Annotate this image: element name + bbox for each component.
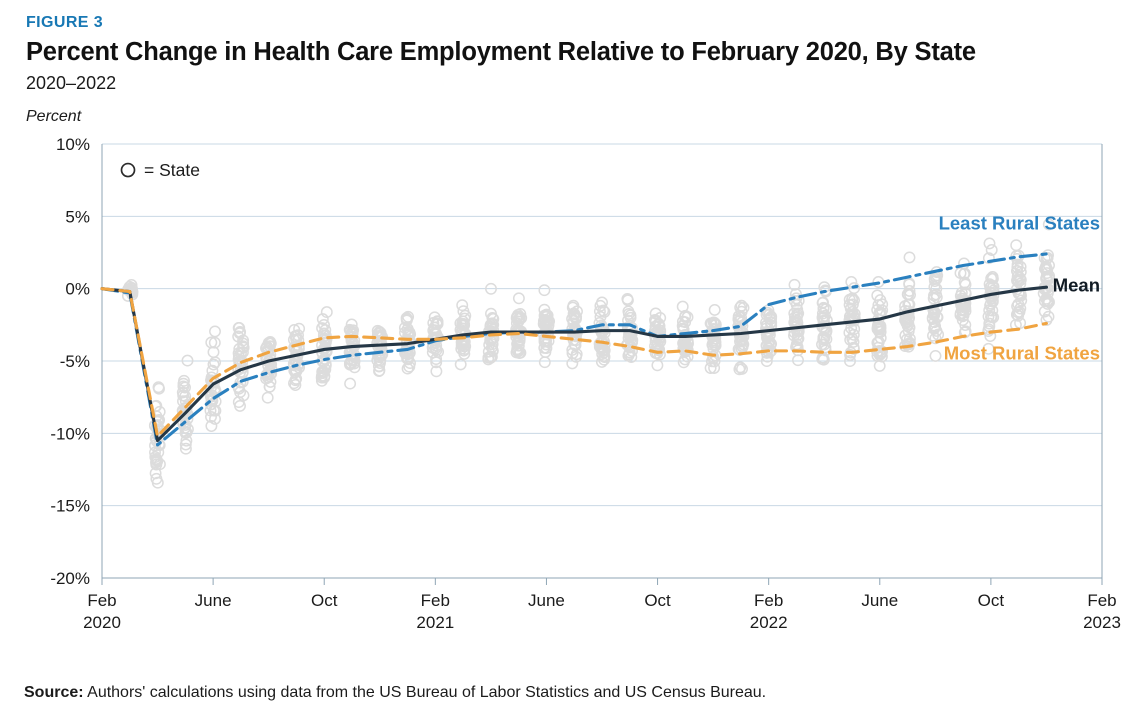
- x-tick-label: Feb: [1087, 591, 1117, 610]
- figure-subtitle: 2020–2022: [26, 73, 117, 93]
- x-tick-year-label: 2020: [83, 613, 121, 632]
- x-tick-label: Oct: [310, 591, 338, 610]
- x-tick-label: June: [194, 591, 232, 610]
- source-text: Authors' calculations using data from the US Bureau of Labor Statistics and US Census Bureau.: [83, 684, 767, 701]
- y-tick-label: 5%: [65, 207, 90, 227]
- series-label-most-rural-states: Most Rural States: [943, 342, 1100, 364]
- page-title: Percent Change in Health Care Employment Relative to February 2020, By State: [26, 38, 976, 66]
- x-tick-label: June: [861, 591, 899, 610]
- x-tick-year-label: 2021: [416, 613, 455, 632]
- figure-label: FIGURE 3: [26, 14, 103, 31]
- x-tick-label: Oct: [977, 591, 1005, 610]
- x-tick-label: Feb: [754, 591, 784, 610]
- x-tick-label: June: [528, 591, 565, 610]
- x-tick-label: Feb: [87, 591, 117, 610]
- y-tick-label: -20%: [50, 569, 90, 588]
- y-tick-label: -15%: [50, 496, 90, 516]
- x-tick-label: Feb: [420, 591, 450, 610]
- y-tick-label: -5%: [59, 352, 90, 371]
- series-label-mean: Mean: [1052, 274, 1100, 296]
- source-label: Source:: [24, 684, 84, 701]
- chart-area: [24, 130, 1124, 650]
- x-axis: [83, 578, 1121, 632]
- y-axis-unit-label: Percent: [26, 108, 82, 125]
- employment-line-chart: [24, 130, 1124, 650]
- x-tick-year-label: 2022: [749, 613, 788, 632]
- series-label-least-rural-states: Least Rural States: [938, 212, 1100, 234]
- y-tick-label: 0%: [65, 279, 90, 299]
- source-note: [24, 684, 766, 702]
- x-tick-year-label: 2023: [1083, 613, 1121, 632]
- y-tick-label: -10%: [50, 424, 90, 444]
- y-tick-label: 10%: [55, 135, 90, 154]
- state-marker-legend-label: = State: [144, 160, 200, 181]
- state-marker-icon: [122, 164, 135, 177]
- state-marker-legend: [122, 160, 200, 180]
- x-tick-label: Oct: [644, 591, 671, 610]
